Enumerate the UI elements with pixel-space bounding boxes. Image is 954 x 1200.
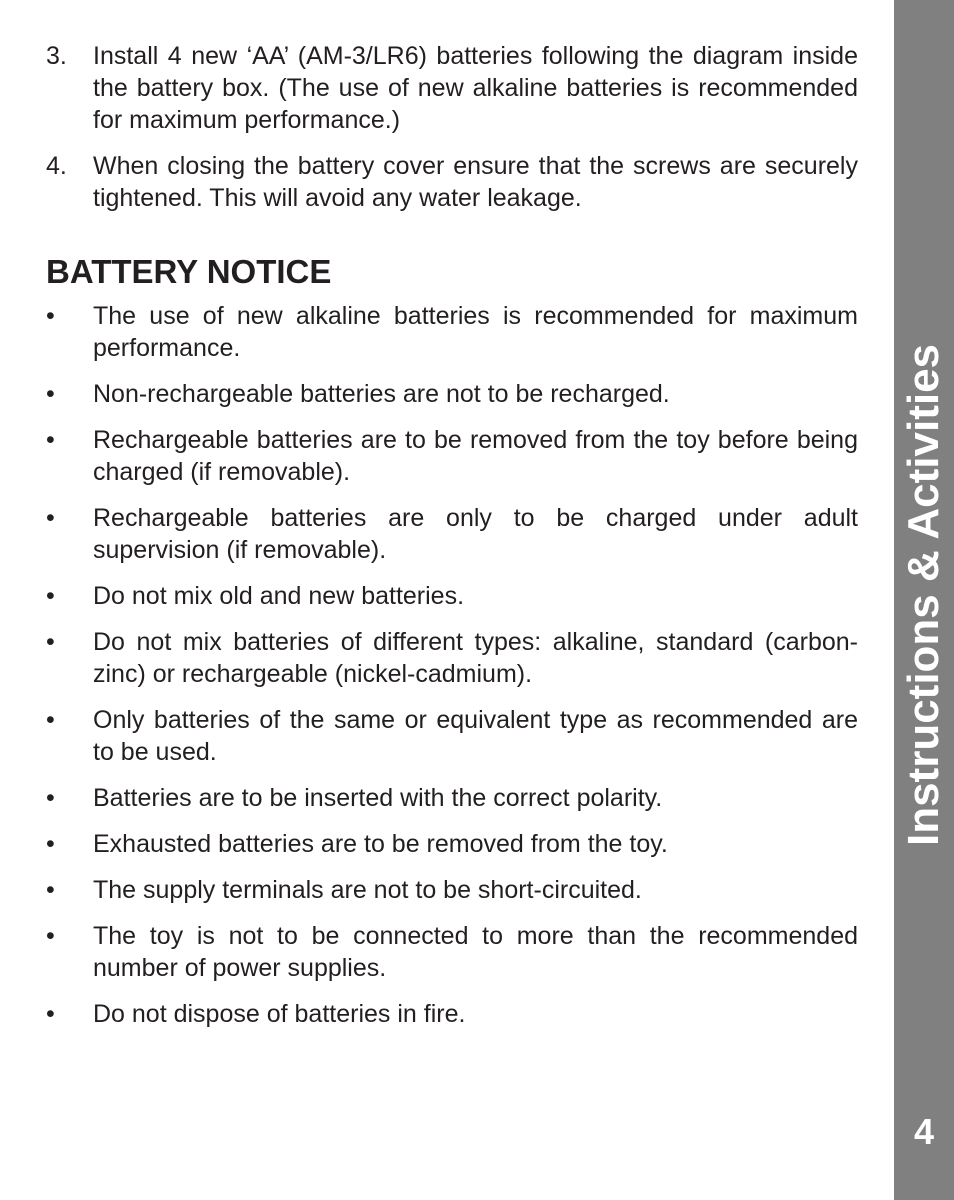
step-text: When closing the battery cover ensure that the screws are securely tightened. This will avoid any water leakage. (93, 152, 858, 212)
step-number: 3. (46, 42, 67, 70)
bullet-icon: • (46, 302, 55, 330)
battery-notice-list (46, 300, 858, 1030)
notice-item (46, 782, 858, 814)
notice-text: Batteries are to be inserted with the correct polarity. (93, 784, 663, 812)
instruction-step (46, 40, 858, 136)
bullet-icon: • (46, 830, 55, 858)
notice-item (46, 580, 858, 612)
notice-item (46, 874, 858, 906)
section-sidebar (894, 0, 954, 1200)
step-number: 4. (46, 152, 67, 180)
bullet-icon: • (46, 628, 55, 656)
notice-item (46, 424, 858, 488)
section-title: Instructions & Activities (899, 343, 948, 847)
notice-text: Rechargeable batteries are only to be charged under adult supervision (if removable). (93, 504, 858, 564)
instruction-step (46, 150, 858, 214)
bullet-icon: • (46, 922, 55, 950)
bullet-icon: • (46, 504, 55, 532)
notice-text: Exhausted batteries are to be removed from the toy. (93, 830, 668, 858)
notice-text: Do not mix batteries of different types: alkaline, standard (carbon-zinc) or rechargeable (nickel-cadmium). (93, 628, 858, 688)
notice-text: The toy is not to be connected to more than the recommended number of power supplies. (93, 922, 858, 982)
notice-item (46, 502, 858, 566)
bullet-icon: • (46, 426, 55, 454)
bullet-icon: • (46, 1000, 55, 1028)
notice-text: Do not dispose of batteries in fire. (93, 1000, 466, 1028)
step-text: Install 4 new ‘AA’ (AM-3/LR6) batteries following the diagram inside the battery box. (The use of new alkaline batteries is recommended for maximum performance.) (93, 42, 858, 134)
notice-item (46, 626, 858, 690)
notice-item (46, 828, 858, 860)
battery-notice-heading: BATTERY NOTICE (46, 253, 332, 290)
notice-item (46, 998, 858, 1030)
bullet-icon: • (46, 876, 55, 904)
bullet-icon: • (46, 582, 55, 610)
notice-item (46, 378, 858, 410)
notice-text: Only batteries of the same or equivalent type as recommended are to be used. (93, 706, 858, 766)
bullet-icon: • (46, 784, 55, 812)
notice-item (46, 920, 858, 984)
bullet-icon: • (46, 706, 55, 734)
instruction-steps (46, 40, 858, 214)
page-content (46, 40, 858, 1044)
notice-text: Non-rechargeable batteries are not to be recharged. (93, 380, 670, 408)
bullet-icon: • (46, 380, 55, 408)
notice-text: The supply terminals are not to be short-circuited. (93, 876, 642, 904)
notice-item (46, 704, 858, 768)
notice-text: The use of new alkaline batteries is recommended for maximum performance. (93, 302, 858, 362)
notice-text: Do not mix old and new batteries. (93, 582, 465, 610)
notice-text: Rechargeable batteries are to be removed from the toy before being charged (if removable). (93, 426, 858, 486)
notice-item (46, 300, 858, 364)
page-number: 4 (913, 1111, 935, 1152)
